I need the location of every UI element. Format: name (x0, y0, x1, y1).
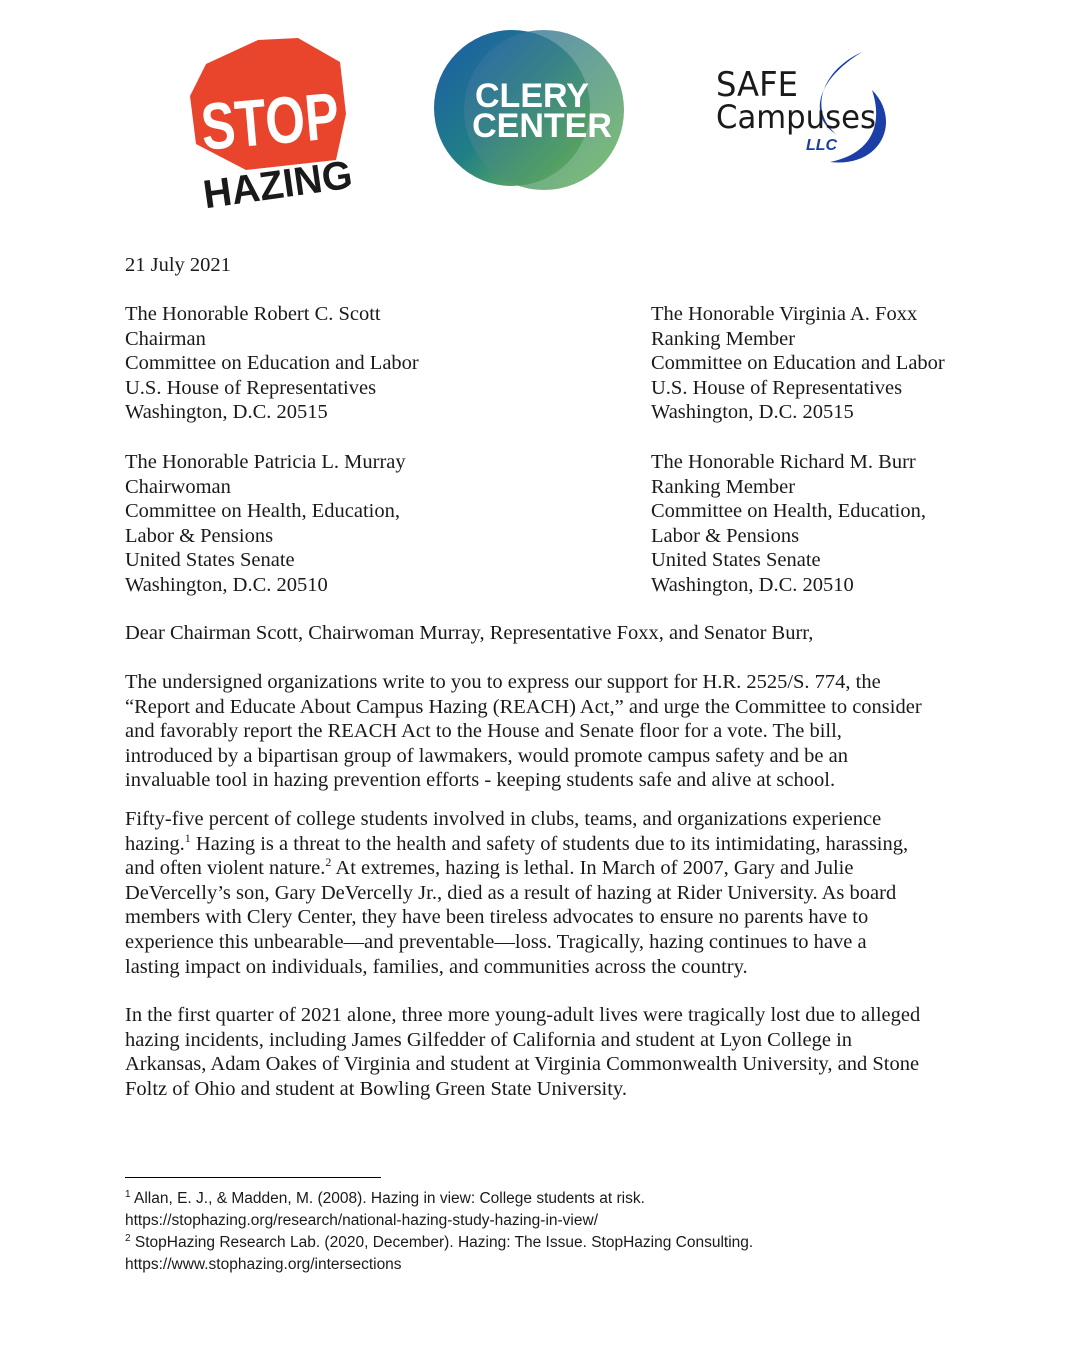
footnote-2 (125, 1232, 1025, 1254)
body-line: introduced by a bipartisan group of lawmakers, would promote campus safety and be an (125, 744, 848, 767)
clery-center-logo (432, 22, 626, 194)
addressee-line: Ranking Member (651, 327, 796, 350)
addressee-line: United States Senate (651, 549, 821, 572)
footnote-divider (125, 1177, 381, 1178)
body-line (125, 856, 965, 881)
stop-hazing-logo (188, 36, 383, 218)
addressee-line: The Honorable Virginia A. Foxx (651, 303, 918, 325)
letter-date: 21 July 2021 (125, 254, 231, 276)
addressee-line: The Honorable Patricia L. Murray (125, 451, 406, 473)
addressee-line: Chairman (125, 327, 206, 350)
footnote-text: StopHazing Research Lab. (2020, December). Hazing: The Issue. StopHazing Consulting. (134, 1234, 754, 1251)
addressee-line: Ranking Member (651, 475, 796, 498)
body-text: and often violent nature. (125, 857, 326, 880)
llc-logo-text: LLC (806, 137, 838, 154)
addressee-line: Labor & Pensions (125, 524, 274, 547)
body-line: lasting impact on individuals, families, and communities across the country. (125, 955, 748, 978)
body-line: The undersigned organizations write to you to express our support for H.R. 2525/S. 774, the (125, 671, 881, 693)
addressee-line: United States Senate (125, 549, 295, 572)
addressee-line: The Honorable Robert C. Scott (125, 303, 381, 325)
addressee-line: U.S. House of Representatives (125, 376, 377, 399)
clery-logo-text-2: CENTER (472, 107, 612, 145)
addressee-line: Washington, D.C. 20515 (651, 401, 854, 424)
safe-logo-text: SAFE (716, 65, 798, 105)
salutation: Dear Chairman Scott, Chairwoman Murray, Representative Foxx, and Senator Burr, (125, 622, 814, 644)
body-text: At extremes, hazing is lethal. In March of 2007, Gary and Julie (331, 857, 854, 880)
body-text: Hazing is a threat to the health and safety of students due to its intimidating, harassing, (190, 832, 909, 855)
addressee-line: Committee on Health, Education, (651, 500, 926, 523)
body-line (125, 832, 965, 857)
addressee-line: Washington, D.C. 20510 (651, 573, 854, 596)
addressee-line: Committee on Health, Education, (125, 500, 400, 523)
body-line: and favorably report the REACH Act to the House and Senate floor for a vote. The bill, (125, 720, 842, 743)
addressee-block-foxx (651, 302, 945, 425)
body-paragraph-2 (125, 807, 965, 979)
body-paragraph-1 (125, 670, 965, 793)
addressee-line: Washington, D.C. 20515 (125, 401, 328, 424)
body-text: hazing. (125, 832, 185, 855)
campuses-logo-text: Campuses (716, 98, 876, 136)
addressee-block-murray (125, 450, 406, 598)
stop-logo-text: STOP (198, 74, 383, 164)
footnotes (125, 1188, 1025, 1276)
footnote-number: 1 (125, 1188, 131, 1200)
body-paragraph-3 (125, 1003, 965, 1101)
addressee-line: Committee on Education and Labor (651, 352, 945, 375)
footnote-ref-2[interactable]: 2 (325, 855, 332, 870)
addressee-block-scott (125, 302, 419, 425)
addressee-line: The Honorable Richard M. Burr (651, 451, 916, 473)
addressee-line: Chairwoman (125, 475, 231, 498)
clery-logo-text-1: CLERY (475, 77, 589, 115)
addressee-line: Labor & Pensions (651, 524, 800, 547)
body-line: hazing incidents, including James Gilfedder of California and student at Lyon College in (125, 1028, 853, 1051)
addressee-line: U.S. House of Representatives (651, 376, 903, 399)
body-line: Fifty-five percent of college students involved in clubs, teams, and organizations experience (125, 808, 882, 830)
footnote-1 (125, 1188, 1025, 1210)
footnote-number: 2 (125, 1232, 131, 1244)
body-line: Foltz of Ohio and student at Bowling Green State University. (125, 1077, 627, 1100)
footnote-2-url[interactable]: https://www.stophazing.org/intersections (125, 1256, 402, 1273)
body-line: DeVercelly’s son, Gary DeVercelly Jr., died as a result of hazing at Rider University. As board (125, 881, 897, 904)
footnote-1-url[interactable]: https://stophazing.org/research/national-hazing-study-hazing-in-view/ (125, 1212, 598, 1229)
body-line: experience this unbearable—and preventable—loss. Tragically, hazing continues to have a (125, 930, 867, 953)
footnote-ref-1[interactable]: 1 (184, 830, 191, 845)
body-line: “Report and Educate About Campus Hazing (REACH) Act,” and urge the Committee to consider (125, 695, 922, 718)
addressee-block-burr (651, 450, 926, 598)
addressee-line: Committee on Education and Labor (125, 352, 419, 375)
body-line: Arkansas, Adam Oakes of Virginia and student at Virginia Commonwealth University, and Stone (125, 1053, 920, 1076)
footnote-text: Allan, E. J., & Madden, M. (2008). Hazing in view: College students at risk. (134, 1190, 645, 1207)
body-line: members with Clery Center, they have been tireless advocates to ensure no parents have to (125, 906, 869, 929)
body-line: In the first quarter of 2021 alone, three more young-adult lives were tragically lost due to alleged (125, 1004, 921, 1026)
addressee-line: Washington, D.C. 20510 (125, 573, 328, 596)
hazing-logo-text: HAZING (200, 152, 359, 218)
body-line: invaluable tool in hazing prevention efforts - keeping students safe and alive at school. (125, 769, 836, 792)
safe-campuses-logo (712, 50, 897, 175)
